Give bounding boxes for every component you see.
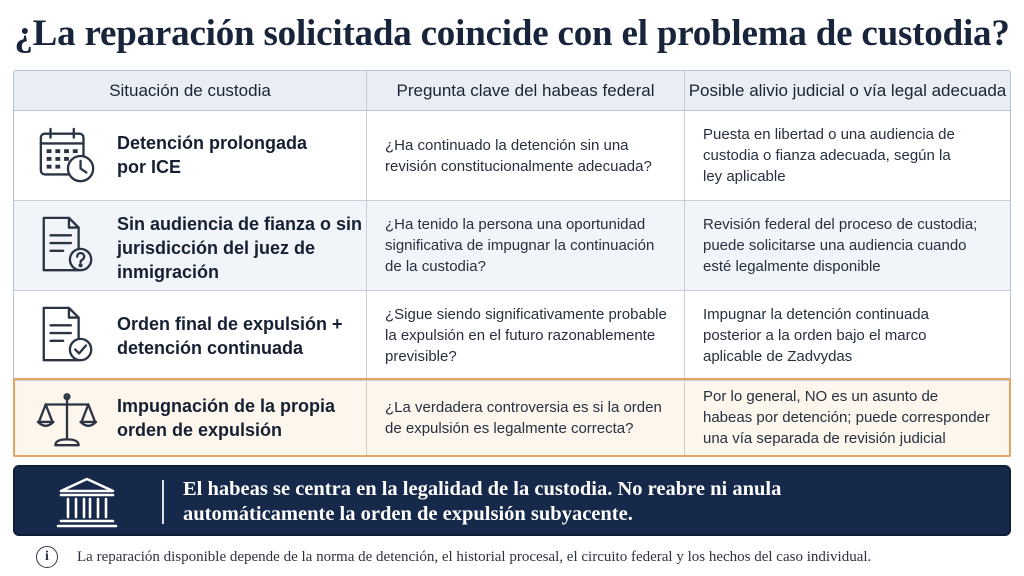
document-check-icon <box>36 304 98 366</box>
situation-text: Orden final de expulsión + detención continuada <box>117 314 343 358</box>
situation-cell <box>14 381 366 457</box>
info-icon: i <box>36 546 58 568</box>
question-cell <box>366 111 684 200</box>
table-row <box>14 111 1010 201</box>
table-row-highlighted <box>14 381 1010 457</box>
column-header-situation: Situación de custodia <box>109 80 271 100</box>
column-header-question: Pregunta clave del habeas federal <box>366 71 684 110</box>
situation-text: Sin audiencia de fianza o sin jurisdicción del juez de inmigración <box>117 214 363 282</box>
relief-cell <box>684 111 1010 200</box>
question-text: ¿Sigue siendo significativamente probable la expulsión en el futuro razonablemente previsible? <box>385 306 667 365</box>
relief-text: Revisión federal del proceso de custodia; puede solicitarse una audiencia cuando esté legalmente disponible <box>703 216 978 275</box>
banner-text: El habeas se centra en la legalidad de la custodia. No reabre ni anula automáticamente la orden de expulsión subyacente. <box>183 478 782 525</box>
relief-cell <box>684 381 1010 457</box>
relief-text: Puesta en libertad o una audiencia de custodia o fianza adecuada, según la ley aplicable <box>703 126 955 185</box>
situation-text: Detención prolongada por ICE <box>117 133 308 177</box>
question-cell <box>366 291 684 380</box>
calendar-clock-icon <box>36 125 98 187</box>
question-text: ¿Ha tenido la persona una oportunidad significativa de impugnar la continuación de la custodia? <box>385 216 655 275</box>
relief-cell <box>684 291 1010 380</box>
situation-cell <box>14 291 366 380</box>
question-text: ¿Ha continuado la detención sin una revisión constitucionalmente adecuada? <box>385 137 652 175</box>
banner-divider <box>162 480 164 524</box>
question-cell <box>366 381 684 457</box>
column-header-relief: Posible alivio judicial o vía legal adecuada <box>684 71 1010 110</box>
situation-cell <box>14 201 366 290</box>
relief-text: Por lo general, NO es un asunto de habeas por detención; puede corresponder una vía separada de revisión judicial <box>703 388 990 447</box>
courthouse-icon <box>55 475 119 529</box>
scales-icon <box>36 389 98 451</box>
key-takeaway-banner <box>13 465 1011 536</box>
situation-text: Impugnación de la propia orden de expulsión <box>117 396 336 440</box>
table-header-row <box>14 71 1010 111</box>
table-row <box>14 291 1010 381</box>
table-row <box>14 201 1010 291</box>
relief-text: Impugnar la detención continuada posterior a la orden bajo el marco aplicable de Zadvydas <box>703 306 929 365</box>
page-title: ¿La reparación solicitada coincide con el problema de custodia? <box>14 13 1010 54</box>
question-cell <box>366 201 684 290</box>
custody-relief-table <box>13 70 1011 457</box>
relief-cell <box>684 201 1010 290</box>
question-text: ¿La verdadera controversia es si la orden de expulsión es legalmente correcta? <box>385 399 662 437</box>
situation-cell <box>14 111 366 200</box>
document-question-icon <box>36 214 98 276</box>
footnote-text: La reparación disponible depende de la norma de detención, el historial procesal, el circuito federal y los hechos del caso individual. <box>77 548 872 565</box>
footnote <box>36 545 871 569</box>
